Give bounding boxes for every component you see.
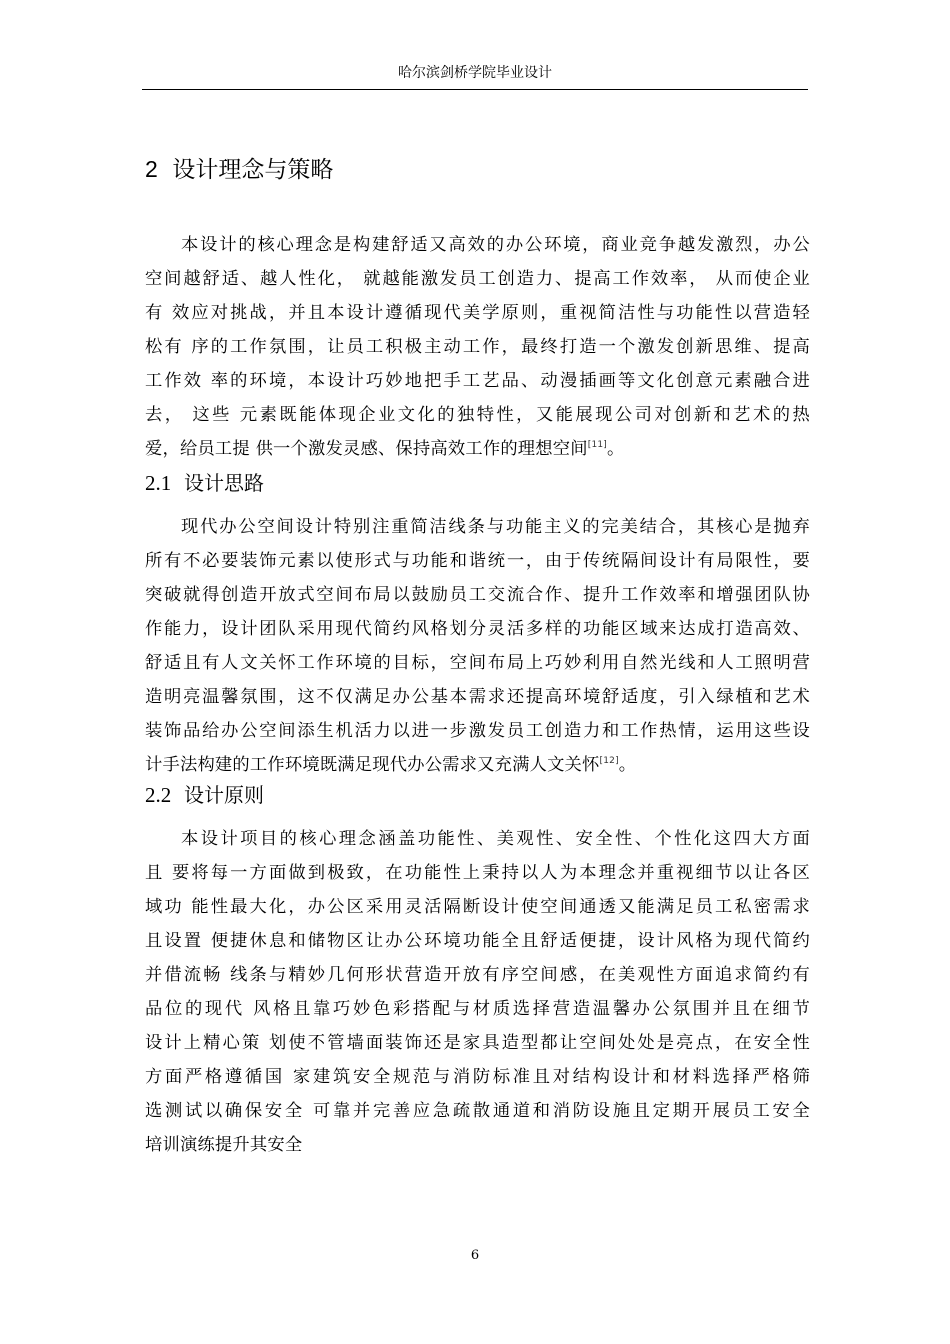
text-line xyxy=(145,296,810,330)
section-2-2-paragraph xyxy=(145,822,810,1162)
text-line xyxy=(145,398,810,432)
text-line-content: 造明亮温馨氛围，这不仅满足办公基本需求还提高环境舒适度，引入绿植和艺术 xyxy=(145,687,810,707)
text-line xyxy=(145,992,810,1026)
text-line-content: 品位的现代 风格且靠巧妙色彩搭配与材质选择营造温馨办公氛围并且在细节 xyxy=(145,999,810,1019)
text-line-content: 现代办公空间设计特别注重简洁线条与功能主义的完美结合，其核心是抛弃 xyxy=(181,517,810,537)
text-line xyxy=(145,890,810,924)
text-line-content: 且 要将每一方面做到极致，在功能性上秉持以人为本理念并重视细节以让各区 xyxy=(145,863,810,883)
page-header xyxy=(142,63,808,90)
text-line-content: 突破就得创造开放式空间布局以鼓励员工交流合作、提升工作效率和增强团队协 xyxy=(145,585,810,605)
text-line xyxy=(145,714,810,748)
section-2-1-number: 2.1 xyxy=(145,471,172,495)
header-title: 哈尔滨剑桥学院毕业设计 xyxy=(398,65,552,81)
section-2-1-paragraph xyxy=(145,510,810,782)
chapter-number: 2 xyxy=(145,156,158,182)
sentence-end: 。 xyxy=(607,439,625,459)
text-line-content: 设计上精心策 划使不管墙面装饰还是家具造型都让空间处处是亮点，在安全性 xyxy=(145,1033,810,1053)
text-line-content: 空间越舒适、越人性化， 就越能激发员工创造力、提高工作效率， 从而使企业 xyxy=(145,269,810,289)
text-line xyxy=(145,924,810,958)
page-number: 6 xyxy=(470,1248,480,1263)
text-line-content: 本设计项目的核心理念涵盖功能性、美观性、安全性、个性化这四大方面 xyxy=(181,829,810,849)
text-line xyxy=(145,578,810,612)
text-line-content: 装饰品给办公空间添生机活力以进一步激发员工创造力和工作热情，运用这些设 xyxy=(145,721,810,741)
chapter-heading xyxy=(145,152,333,187)
text-line-content: 选测试以确保安全 可靠并完善应急疏散通道和消防设施且定期开展员工安全 xyxy=(145,1101,810,1121)
text-line-content: 工作效 率的环境，本设计巧妙地把手工艺品、动漫插画等文化创意元素融合进 xyxy=(145,371,810,391)
text-line-content: 爱，给员工提 供一个激发灵感、保持高效工作的理想空间 xyxy=(145,439,588,459)
section-2-2-number: 2.2 xyxy=(145,783,172,807)
text-line-content: 舒适且有人文关怀工作环境的目标，空间布局上巧妙利用自然光线和人工照明营 xyxy=(145,653,810,673)
text-line xyxy=(145,680,810,714)
citation-marker: [11] xyxy=(587,440,608,450)
text-line xyxy=(145,1128,810,1162)
text-line xyxy=(145,1094,810,1128)
text-line-content: 培训演练提升其安全 xyxy=(145,1135,303,1155)
text-line-content: 作能力，设计团队采用现代简约风格划分灵活多样的功能区域来达成打造高效、 xyxy=(145,619,810,639)
text-line-content: 且设置 便捷休息和储物区让办公环境功能全且舒适便捷，设计风格为现代简约 xyxy=(145,931,810,951)
text-line-content: 域功 能性最大化，办公区采用灵活隔断设计使空间通透又能满足员工私密需求 xyxy=(145,897,810,917)
section-2-2-heading xyxy=(145,780,264,810)
text-line xyxy=(145,510,810,544)
text-line xyxy=(145,612,810,646)
citation-marker: [12] xyxy=(599,756,619,766)
text-line xyxy=(145,262,810,296)
text-line xyxy=(145,748,810,782)
intro-paragraph xyxy=(145,228,810,466)
text-line-content: 计手法构建的工作环境既满足现代办公需求又充满人文关怀 xyxy=(145,755,600,775)
text-line-content: 去， 这些 元素既能体现企业文化的独特性，又能展现公司对创新和艺术的热 xyxy=(145,405,810,425)
text-line xyxy=(145,1026,810,1060)
text-line xyxy=(145,856,810,890)
text-line-content: 有 效应对挑战，并且本设计遵循现代美学原则，重视简洁性与功能性以营造轻 xyxy=(145,303,810,323)
chapter-title: 设计理念与策略 xyxy=(172,157,334,183)
text-line-content: 方面严格遵循国 家建筑安全规范与消防标准且对结构设计和材料选择严格筛 xyxy=(145,1067,810,1087)
text-line xyxy=(145,432,810,466)
sentence-end: 。 xyxy=(618,755,637,775)
text-line xyxy=(145,822,810,856)
text-line xyxy=(145,646,810,680)
section-2-2-title: 设计原则 xyxy=(183,783,264,807)
text-line-content: 所有不必要装饰元素以使形式与功能和谐统一，由于传统隔间设计有局限性，要 xyxy=(145,551,810,571)
text-line xyxy=(145,1060,810,1094)
section-2-1-heading xyxy=(145,468,264,498)
text-line xyxy=(145,228,810,262)
text-line-content: 本设计的核心理念是构建舒适又高效的办公环境，商业竞争越发激烈，办公 xyxy=(181,235,810,255)
text-line-content: 松有 序的工作氛围，让员工积极主动工作，最终打造一个激发创新思维、提高 xyxy=(145,337,810,357)
text-line xyxy=(145,958,810,992)
text-line xyxy=(145,544,810,578)
text-line xyxy=(145,364,810,398)
text-line xyxy=(145,330,810,364)
section-2-1-title: 设计思路 xyxy=(183,471,264,495)
text-line-content: 并借流畅 线条与精妙几何形状营造开放有序空间感，在美观性方面追求简约有 xyxy=(145,965,810,985)
